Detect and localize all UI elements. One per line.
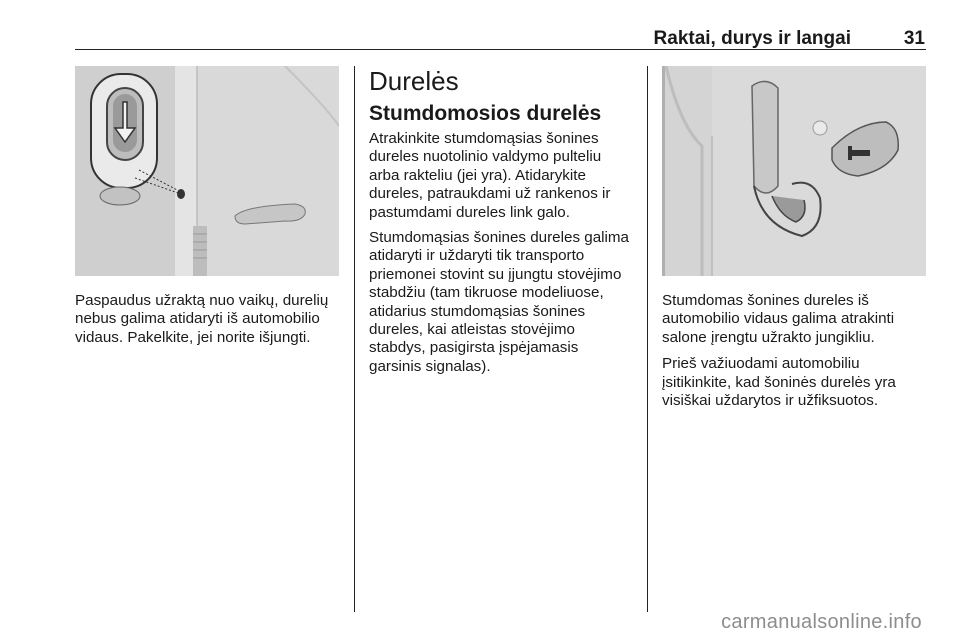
paragraph: Atrakinkite stumdomąsias šonines dureles nuotolinio valdymo pulteliu arba rakteliu (jei yra). Atidarykite dureles, patraukdami už rankenos ir pastumdami dureles link galo.	[369, 130, 611, 221]
subsection-title: Stumdomosios durelės	[369, 102, 602, 125]
vent-icon	[193, 226, 207, 276]
column-divider-right	[647, 66, 648, 612]
interior-lock-switch-illustration	[662, 66, 926, 276]
paragraph: Stumdomąsias šonines dureles galima atidaryti ir uždaryti tik transporto priemonei stovint su įjungtu stovėjimo stabdžiu (tam tikruose modeliuose, atidarius stumdomąsias šonines dureles, kai atleistas stovėjimo stabdys, pasigirsta įspėjamasis garsinis signalas).	[369, 229, 630, 375]
paragraph: Prieš važiuodami automobiliu įsitikinkite, kad šoninės durelės yra visiškai uždarytos ir užfiksuotos.	[662, 355, 896, 410]
column-divider-left	[354, 66, 355, 612]
watermark: carmanualsonline.info	[721, 611, 922, 633]
header-rule	[75, 49, 926, 50]
child-lock-caption	[75, 292, 345, 355]
caption-text: Paspaudus užraktą nuo vaikų, durelių nebus galima atidaryti iš automobilio vidaus. Pakelkite, jei norite išjungti.	[75, 292, 329, 346]
page-number: 31	[903, 28, 925, 49]
child-lock-illustration	[75, 66, 339, 276]
header-title: Raktai, durys ir langai	[653, 28, 851, 49]
section-title: Durelės	[369, 66, 459, 96]
middle-column	[369, 66, 631, 383]
right-column-text	[662, 292, 928, 418]
paragraph: Stumdomas šonines dureles iš automobilio vidaus galima atrakinti salone įrengtu užrakto jungikliu.	[662, 292, 895, 346]
page-header	[75, 28, 925, 48]
